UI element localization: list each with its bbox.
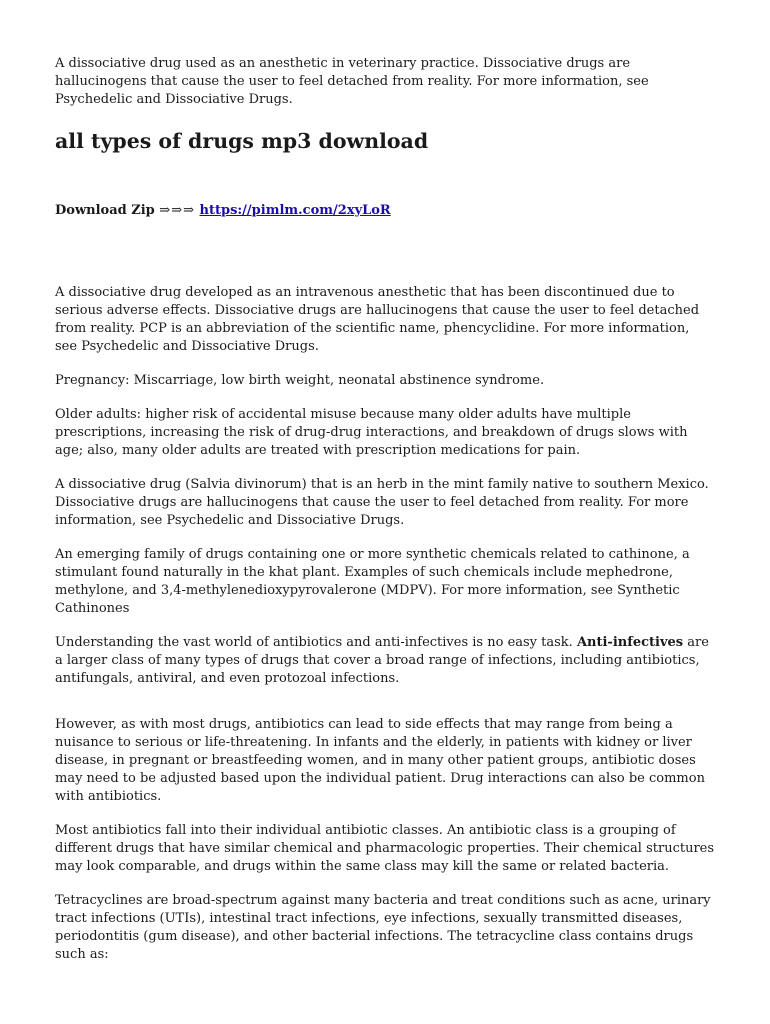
paragraph-side-effects: However, as with most drugs, antibiotics can lead to side effects that may range from being a nuisance to serious or life-threatening. In infants and the elderly, in patients with kidney or liver disease, in pregnant or breastfeeding women, and in many other patient groups, antibiotic doses may need to be adjusted based upon the individual patient. Drug interactions can also be common with antibiotics. xyxy=(55,717,705,804)
anti-text-before: Understanding the vast world of antibiotics and anti-infectives is no easy task. xyxy=(55,635,577,650)
download-line xyxy=(55,202,715,220)
arrow-icons: ⇒⇒⇒ xyxy=(159,203,195,218)
paragraph-antibiotic-classes: Most antibiotics fall into their individual antibiotic classes. An antibiotic class is a grouping of different drugs that have similar chemical and pharmacologic properties. Their chemical structures may look comparable, and drugs within the same class may kill the same or related bacteria. xyxy=(55,823,715,874)
anti-text-after: are a larger class of many types of drugs that cover a broad range of infections, including antibiotics, antifungals, antiviral, and even protozoal infections. xyxy=(55,635,709,686)
paragraph-older-adults: Older adults: higher risk of accidental misuse because many older adults have multiple prescriptions, increasing the risk of drug-drug interactions, and breakdown of drugs slows with age; also, many older adults are treated with prescription medications for pain. xyxy=(55,407,688,458)
document-body xyxy=(55,55,715,980)
paragraph-salvia: A dissociative drug (Salvia divinorum) that is an herb in the mint family native to southern Mexico. Dissociative drugs are hallucinogens that cause the user to feel detached from reality. For more information, see Psychedelic and Dissociative Drugs. xyxy=(55,477,709,528)
paragraph-pcp: A dissociative drug developed as an intravenous anesthetic that has been discontinued due to serious adverse effects. Dissociative drugs are hallucinogens that cause the user to feel detached from reality. PCP is an abbreviation of the scientific name, phencyclidine. For more information, see Psychedelic and Dissociative Drugs. xyxy=(55,285,700,354)
paragraph-tetracyclines: Tetracyclines are broad-spectrum against many bacteria and treat conditions such as acne, urinary tract infections (UTIs), intestinal tract infections, eye infections, sexually transmitted diseases, periodontitis (gum disease), and other bacterial infections. The tetracycline class contains drugs such as: xyxy=(55,893,711,962)
page-title: all types of drugs mp3 download xyxy=(55,129,429,153)
intro-paragraph: A dissociative drug used as an anesthetic in veterinary practice. Dissociative drugs are hallucinogens that cause the user to feel detached from reality. For more information, see Psychedelic and Dissociative Drugs. xyxy=(55,56,649,107)
paragraph-anti-infectives xyxy=(55,634,715,688)
paragraph-cathinones: An emerging family of drugs containing one or more synthetic chemicals related to cathinone, a stimulant found naturally in the khat plant. Examples of such chemicals include mephedrone, methylone, and 3,4-methylenedioxypyrovalerone (MDPV). For more information, see Synthetic Cathinones xyxy=(55,547,690,616)
anti-infectives-term: Anti-infectives xyxy=(576,635,684,650)
paragraph-pregnancy: Pregnancy: Miscarriage, low birth weight, neonatal abstinence syndrome. xyxy=(55,373,545,388)
download-link[interactable]: https://pimlm.com/2xyLoR xyxy=(199,203,391,218)
download-label: Download Zip xyxy=(55,203,155,218)
